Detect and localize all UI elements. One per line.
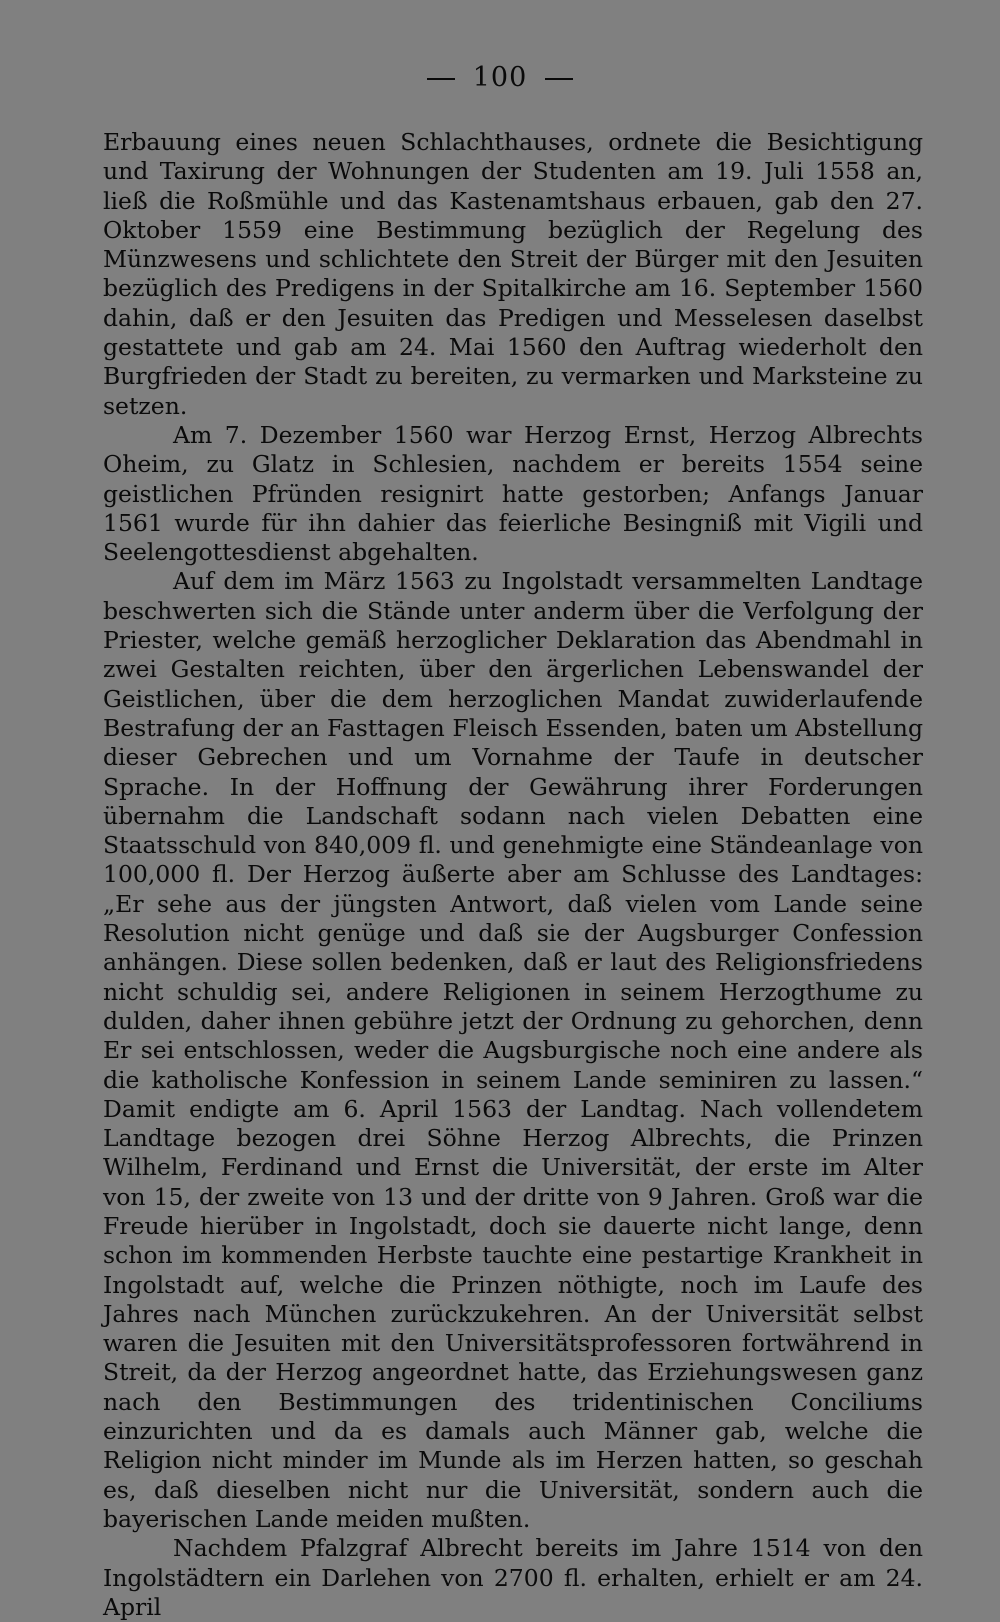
body-text xyxy=(103,128,923,1622)
paragraph-4: Nachdem Pfalzgraf Albrecht bereits im Jahre 1514 von den Ingolstädtern ein Darlehen von 2700 fl. erhalten, erhielt er am 24. April xyxy=(103,1534,923,1621)
page-number: 100 xyxy=(472,62,528,93)
header-dash-left xyxy=(427,78,455,80)
paragraph-3: Auf dem im März 1563 zu Ingolstadt versammelten Landtage beschwerten sich die Stände unter anderm über die Verfolgung der Priester, welche gemäß herzoglicher Deklaration das Abendmahl in zwei Gestalten reichten, über den ärgerlichen Lebenswandel der Geistlichen, über die dem herzoglichen Mandat zuwiderlaufende Bestrafung der an Fasttagen Fleisch Essenden, baten um Abstellung dieser Gebrechen und um Vornahme der Taufe in deutscher Sprache. In der Hoffnung der Gewährung ihrer Forderungen übernahm die Landschaft sodann nach vielen Debatten eine Staatsschuld von 840,009 fl. und genehmigte eine Ständeanlage von 100,000 fl. Der Herzog äußerte aber am Schlusse des Landtages: „Er sehe aus der jüngsten Antwort, daß vielen vom Lande seine Resolution nicht genüge und daß sie der Augsburger Confession anhängen. Diese sollen bedenken, daß er laut des Religionsfriedens nicht schuldig sei, andere Religionen in seinem Herzogthume zu dulden, daher ihnen gebühre jetzt der Ordnung zu gehorchen, denn Er sei entschlossen, weder die Augsburgische noch eine andere als die katholische Konfession in seinem Lande seminiren zu lassen.“ Damit endigte am 6. April 1563 der Landtag. Nach vollendetem Landtage bezogen drei Söhne Herzog Albrechts, die Prinzen Wilhelm, Ferdinand und Ernst die Universität, der erste im Alter von 15, der zweite von 13 und der dritte von 9 Jahren. Groß war die Freude hierüber in Ingolstadt, doch sie dauerte nicht lange, denn schon im kommenden Herbste tauchte eine pestartige Krankheit in Ingolstadt auf, welche die Prinzen nöthigte, noch im Laufe des Jahres nach München zurückzukehren. An der Universität selbst waren die Jesuiten mit den Universitätsprofessoren fortwährend in Streit, da der Herzog angeordnet hatte, das Erziehungswesen ganz nach den Bestimmungen des tridentinischen Conciliums einzurichten und da es damals auch Männer gab, welche die Religion nicht minder im Munde als im Herzen hatten, so geschah es, daß dieselben nicht nur die Universität, sondern auch die bayerischen Lande meiden mußten. xyxy=(103,567,923,1533)
page-header xyxy=(0,62,1000,93)
header-dash-right xyxy=(545,78,573,80)
paragraph-1: Erbauung eines neuen Schlachthauses, ordnete die Besichtigung und Taxirung der Wohnungen der Studenten am 19. Juli 1558 an, ließ die Roßmühle und das Kastenamtshaus erbauen, gab den 27. Oktober 1559 eine Bestimmung bezüglich der Regelung des Münzwesens und schlichtete den Streit der Bürger mit den Jesuiten bezüglich des Predigens in der Spitalkirche am 16. September 1560 dahin, daß er den Jesuiten das Predigen und Messelesen daselbst gestattete und gab am 24. Mai 1560 den Auftrag wiederholt den Burgfrieden der Stadt zu bereiten, zu vermarken und Marksteine zu setzen. xyxy=(103,128,923,420)
paragraph-2: Am 7. Dezember 1560 war Herzog Ernst, Herzog Albrechts Oheim, zu Glatz in Schlesien, nachdem er bereits 1554 seine geistlichen Pfründen resignirt hatte gestorben; Anfangs Januar 1561 wurde für ihn dahier das feierliche Besingniß mit Vigili und Seelengottesdienst abgehalten. xyxy=(103,420,923,567)
